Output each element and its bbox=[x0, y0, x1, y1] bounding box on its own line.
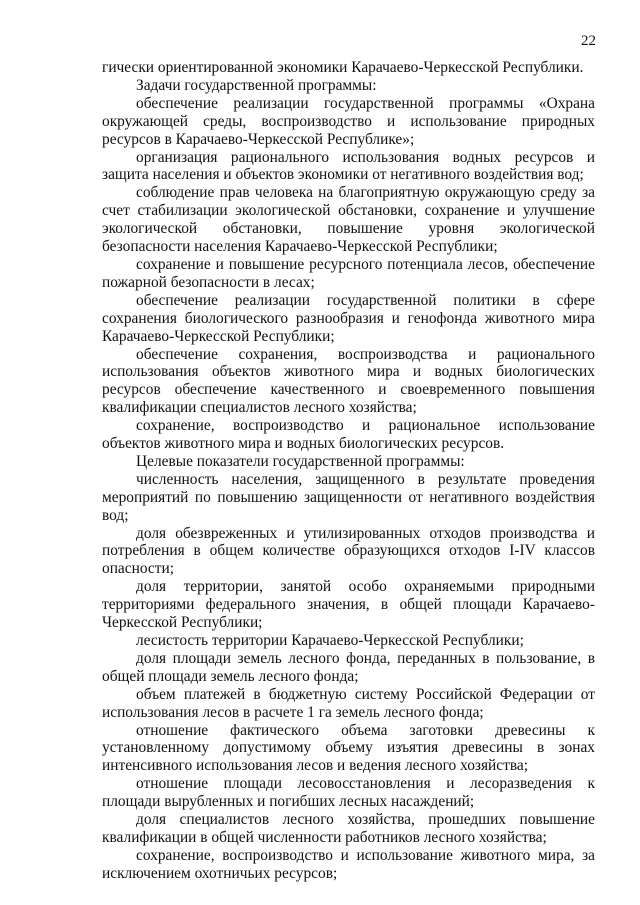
paragraph: объем платежей в бюджетную систему Российской Федерации от использования лесов в расчете 1 га земель лесного фонда; bbox=[102, 685, 595, 721]
section-heading-tasks: Задачи государственной программы: bbox=[136, 76, 377, 94]
paragraph: доля площади земель лесного фонда, переданных в пользование, в общей площади земель лесного фонда; bbox=[102, 649, 595, 685]
paragraph: численность населения, защищенного в результате проведения мероприятий по повышению защищенности от негативного воздействия вод; bbox=[102, 470, 595, 524]
paragraph-continuation: гически ориентированной экономики Карачаево-Черкесской Республики. bbox=[102, 59, 584, 76]
paragraph: лесистость территории Карачаево-Черкесской Республики; bbox=[136, 632, 524, 649]
paragraph: сохранение и повышение ресурсного потенциала лесов, обеспечение пожарной безопасности в лесах; bbox=[102, 255, 595, 291]
paragraph: организация рационального использования водных ресурсов и защита населения и объектов экономики от негативного воздействия вод; bbox=[102, 148, 595, 184]
body-text bbox=[102, 59, 595, 883]
paragraph: отношение фактического объема заготовки древесины к установленному допустимому объему изъятия древесины в зонах интенсивного использования лесов и ведения лесного хозяйства; bbox=[102, 721, 595, 775]
paragraph: обеспечение сохранения, воспроизводства и рационального использования объектов животного мира и водных биологических ресурсов обеспечение качественного и своевременного повышения квалификации специалистов лесного хозяйства; bbox=[102, 345, 595, 417]
paragraph: доля территории, занятой особо охраняемыми природными территориями федерального значения, в общей площади Карачаево-Черкесской Республики; bbox=[102, 578, 595, 632]
paragraph: соблюдение прав человека на благоприятную окружающую среду за счет стабилизации экологической обстановки, сохранение и улучшение экологической обстановки, повышение уровня экологической безопасности населения Карачаево-Черкесской Республики; bbox=[102, 184, 595, 256]
paragraph: обеспечение реализации государственной программы «Охрана окружающей среды, воспроизводство и использование природных ресурсов в Карачаево-Черкесской Республике»; bbox=[102, 94, 595, 148]
paragraph: доля обезвреженных и утилизированных отходов производства и потребления в общем количестве образующихся отходов I-IV классов опасности; bbox=[102, 524, 595, 578]
section-heading-indicators: Целевые показатели государственной программы: bbox=[136, 452, 465, 470]
paragraph: обеспечение реализации государственной политики в сфере сохранения биологического разнообразия и генофонда животного мира Карачаево-Черкесской Республики; bbox=[102, 291, 595, 345]
paragraph: сохранение, воспроизводство и использование животного мира, за исключением охотничьих ресурсов; bbox=[102, 846, 595, 882]
paragraph: отношение площади лесовосстановления и лесоразведения к площади вырубленных и погибших лесных насаждений; bbox=[102, 775, 595, 811]
paragraph: доля специалистов лесного хозяйства, прошедших повышение квалификации в общей численности работников лесного хозяйства; bbox=[102, 811, 595, 846]
paragraph: сохранение, воспроизводство и рациональное использование объектов животного мира и водных биологических ресурсов. bbox=[102, 417, 595, 453]
page-number: 22 bbox=[581, 33, 596, 49]
